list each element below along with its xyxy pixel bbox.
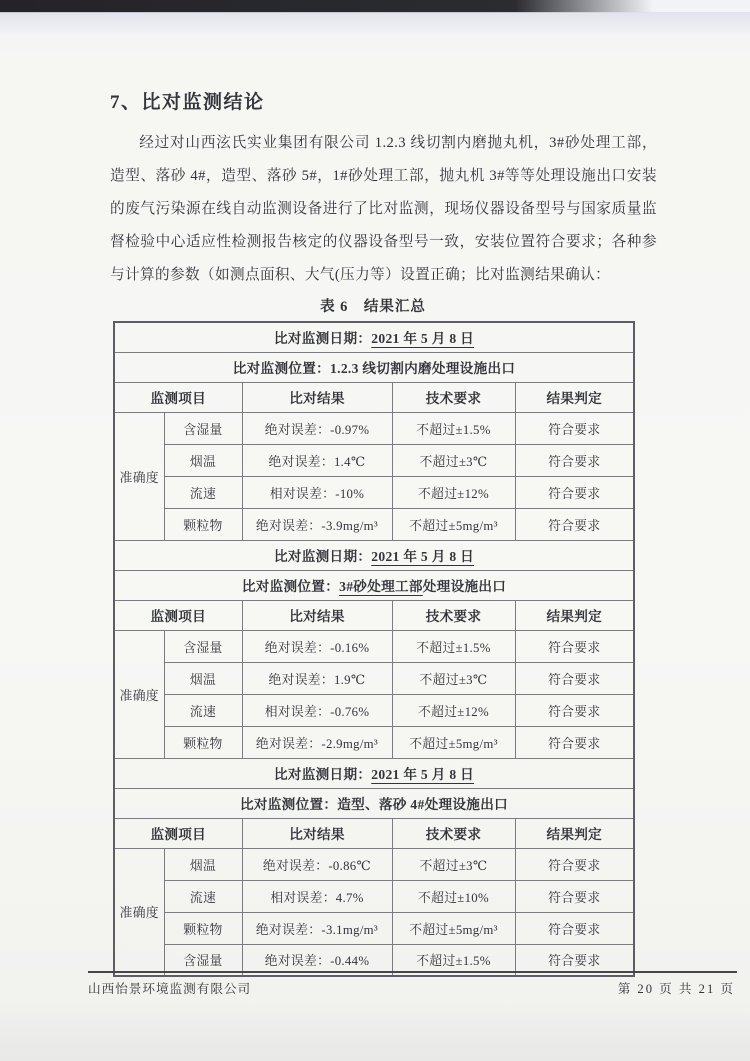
date-value: 2021 年 5 月 8 日	[371, 767, 475, 782]
judgement-cell: 符合要求	[515, 726, 634, 758]
monitoring-position-row	[114, 570, 634, 600]
header-result-judgement: 结果判定	[515, 818, 634, 848]
date-value: 2021 年 5 月 8 日	[371, 331, 475, 347]
position-label: 比对监测位置：	[232, 361, 331, 376]
header-technical-requirement: 技术要求	[392, 818, 515, 848]
monitoring-date-row	[114, 758, 634, 788]
intro-paragraph: 经过对山西泫氏实业集团有限公司 1.2.3 线切割内磨抛丸机，3#砂处理工部，造型、落砂 4#，造型、落砂 5#，1#砂处理工部，抛丸机 3#等等处理设施出口安装的废气污染源在线自动监测设备进行了比对监测，现场仪器设备型号与国家质量监督检验中心适应性检测报告核定的仪器设备型号一致，安装位置符合要求；各种参与计算的参数（如测点面积、大气(压力等）设置正确；比对监测结果确认：	[110, 135, 657, 283]
header-comparison-result: 比对结果	[242, 600, 392, 630]
table-row	[114, 848, 634, 880]
table-row	[114, 726, 634, 758]
item-cell: 流速	[164, 880, 242, 912]
position-value: 造型、落砂 4#处理设施出口	[337, 797, 508, 812]
monitoring-date-row	[114, 540, 634, 570]
item-cell: 烟温	[164, 662, 242, 694]
requirement-cell: 不超过±5mg/m³	[392, 912, 515, 944]
table-header-row	[114, 818, 634, 848]
date-value: 2021 年 5 月 8 日	[371, 549, 475, 564]
requirement-cell: 不超过±3℃	[392, 444, 515, 476]
table-row	[114, 444, 634, 476]
scan-artifact-top-shadow	[0, 12, 750, 36]
monitoring-date-cell	[114, 758, 634, 788]
position-value: 1.2.3 线切割内磨处理设施出口	[330, 361, 516, 376]
monitoring-date-cell	[114, 322, 634, 352]
position-label: 比对监测位置：	[241, 579, 340, 594]
results-summary-table	[113, 321, 635, 977]
table-row	[114, 476, 634, 508]
category-cell: 准确度	[114, 848, 164, 976]
page-footer	[88, 971, 737, 997]
judgement-cell: 符合要求	[515, 662, 634, 694]
scan-artifact-bottom-shadow	[0, 1009, 750, 1061]
date-label: 比对监测日期：	[273, 549, 372, 564]
category-cell: 准确度	[114, 630, 164, 758]
header-result-judgement: 结果判定	[515, 600, 634, 630]
header-technical-requirement: 技术要求	[392, 600, 515, 630]
position-value: 处理设施出口	[422, 579, 507, 594]
header-comparison-result: 比对结果	[242, 818, 392, 848]
judgement-cell: 符合要求	[515, 412, 634, 444]
table-row	[114, 508, 634, 540]
header-result-judgement: 结果判定	[515, 382, 634, 412]
result-cell: 相对误差：-0.76%	[242, 694, 392, 726]
item-cell: 流速	[164, 476, 242, 508]
result-cell: 绝对误差：-0.86℃	[242, 848, 392, 880]
result-cell: 绝对误差：-0.44%	[242, 944, 392, 976]
header-monitoring-item: 监测项目	[114, 382, 242, 412]
judgement-cell: 符合要求	[515, 944, 634, 976]
requirement-cell: 不超过±3℃	[392, 662, 515, 694]
judgement-cell: 符合要求	[515, 912, 634, 944]
judgement-cell: 符合要求	[515, 848, 634, 880]
monitoring-position-cell	[114, 788, 634, 818]
result-cell: 相对误差：-10%	[242, 476, 392, 508]
monitoring-position-cell	[114, 570, 634, 600]
header-monitoring-item: 监测项目	[114, 600, 242, 630]
judgement-cell: 符合要求	[515, 694, 634, 726]
date-label: 比对监测日期：	[273, 767, 372, 782]
result-cell: 绝对误差：-0.16%	[242, 630, 392, 662]
monitoring-position-row	[114, 352, 634, 382]
judgement-cell: 符合要求	[515, 476, 634, 508]
judgement-cell: 符合要求	[515, 508, 634, 540]
monitoring-position-cell	[114, 352, 634, 382]
item-cell: 颗粒物	[164, 726, 242, 758]
judgement-cell: 符合要求	[515, 444, 634, 476]
item-cell: 含湿量	[164, 412, 242, 444]
judgement-cell: 符合要求	[515, 630, 634, 662]
table-row	[114, 912, 634, 944]
table-row	[114, 412, 634, 444]
table-row	[114, 880, 634, 912]
header-monitoring-item: 监测项目	[114, 818, 242, 848]
result-cell: 相对误差：4.7%	[242, 880, 392, 912]
footer-page-number: 第 20 页 共 21 页	[617, 982, 735, 996]
date-label: 比对监测日期：	[273, 331, 372, 347]
header-technical-requirement: 技术要求	[392, 382, 515, 412]
position-underlined: 3#砂处理工部	[339, 579, 423, 594]
item-cell: 含湿量	[164, 630, 242, 662]
requirement-cell: 不超过±1.5%	[392, 944, 515, 976]
requirement-cell: 不超过±12%	[392, 694, 515, 726]
monitoring-date-cell	[114, 540, 634, 570]
item-cell: 含湿量	[164, 944, 242, 976]
requirement-cell: 不超过±1.5%	[392, 412, 515, 444]
section-heading: 7、比对监测结论	[110, 92, 265, 113]
table-caption: 表 6 结果汇总	[320, 299, 426, 315]
result-cell: 绝对误差：-3.9mg/m³	[242, 508, 392, 540]
requirement-cell: 不超过±3℃	[392, 848, 515, 880]
item-cell: 烟温	[164, 444, 242, 476]
category-cell: 准确度	[114, 412, 164, 540]
result-cell: 绝对误差：1.4℃	[242, 444, 392, 476]
position-label: 比对监测位置：	[240, 797, 338, 812]
result-cell: 绝对误差：-3.1mg/m³	[242, 912, 392, 944]
judgement-cell: 符合要求	[515, 880, 634, 912]
item-cell: 流速	[164, 694, 242, 726]
requirement-cell: 不超过±10%	[392, 880, 515, 912]
requirement-cell: 不超过±5mg/m³	[392, 508, 515, 540]
result-cell: 绝对误差：-0.97%	[242, 412, 392, 444]
table-header-row	[114, 382, 634, 412]
table-row	[114, 694, 634, 726]
item-cell: 颗粒物	[164, 912, 242, 944]
table-row	[114, 630, 634, 662]
table-header-row	[114, 600, 634, 630]
requirement-cell: 不超过±1.5%	[392, 630, 515, 662]
item-cell: 烟温	[164, 848, 242, 880]
requirement-cell: 不超过±12%	[392, 476, 515, 508]
item-cell: 颗粒物	[164, 508, 242, 540]
result-cell: 绝对误差：1.9℃	[242, 662, 392, 694]
header-comparison-result: 比对结果	[242, 382, 392, 412]
requirement-cell: 不超过±5mg/m³	[392, 726, 515, 758]
table-row	[114, 662, 634, 694]
monitoring-position-row	[114, 788, 634, 818]
footer-company-name: 山西怡景环境监测有限公司	[88, 982, 252, 996]
result-cell: 绝对误差：-2.9mg/m³	[242, 726, 392, 758]
monitoring-date-row	[114, 322, 634, 352]
